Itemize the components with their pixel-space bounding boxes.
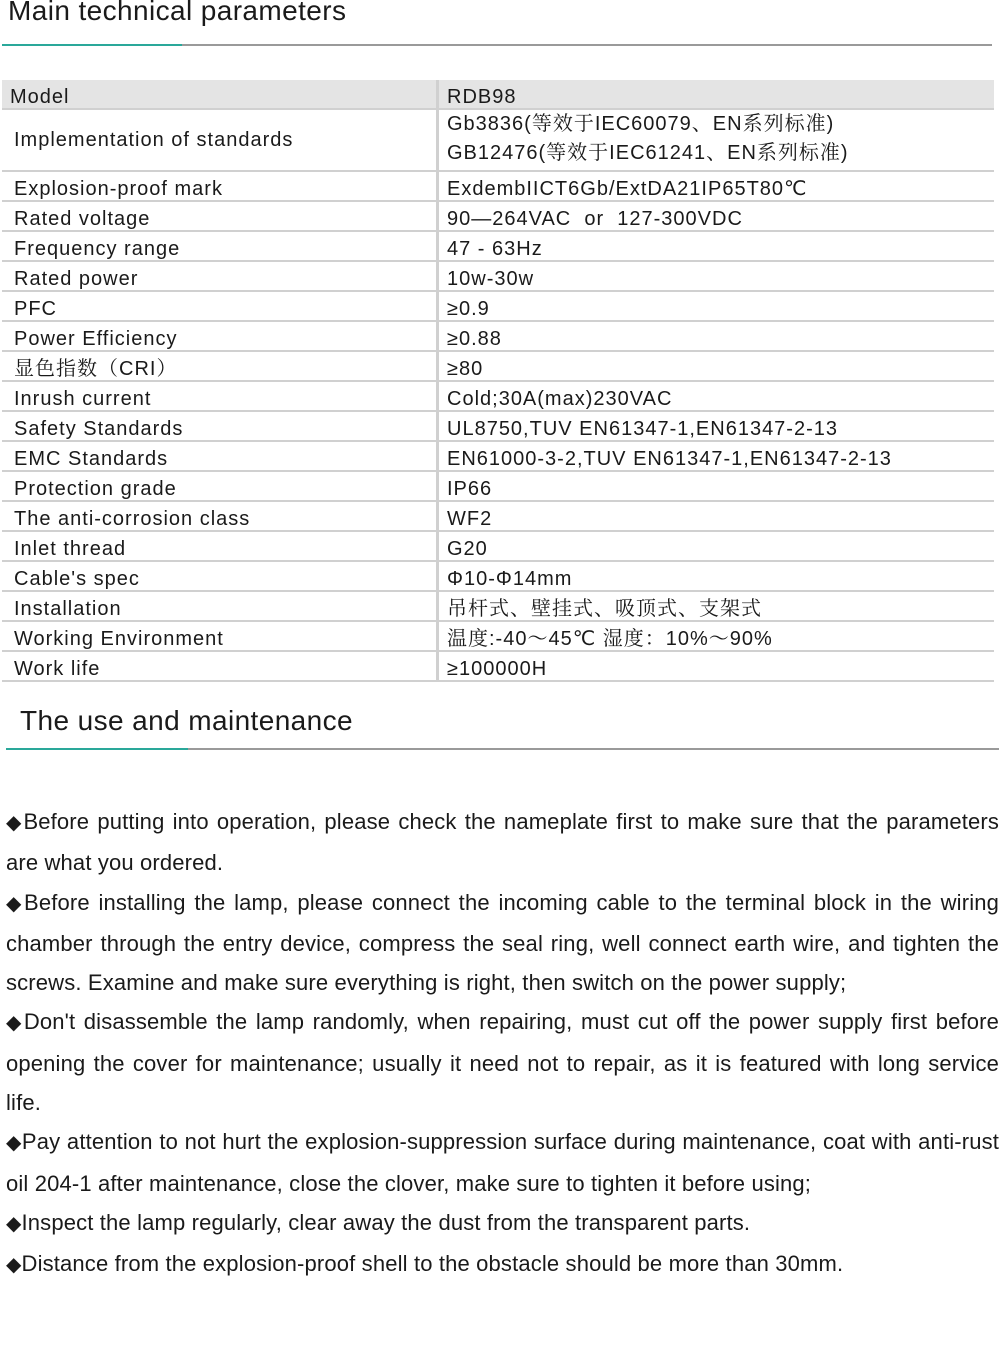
maintenance-rule bbox=[188, 748, 999, 750]
note-text: Don't disassemble the lamp randomly, when repairing, must cut off the power supply first before opening the cover for maintenance; usually it need not to repair, as it is featured with long service life. bbox=[6, 1009, 1000, 1116]
table-row bbox=[2, 621, 994, 651]
note-text: Distance from the explosion-proof shell to the obstacle should be more than 30mm. bbox=[21, 1251, 844, 1277]
param-value: RDB98 bbox=[438, 80, 995, 109]
table-row bbox=[2, 561, 994, 591]
parameters-table bbox=[2, 80, 994, 682]
note-item bbox=[6, 883, 999, 1003]
diamond-bullet-icon: ◆ bbox=[6, 1012, 24, 1035]
note-text: Inspect the lamp regularly, clear away the dust from the transparent parts. bbox=[21, 1209, 751, 1235]
note-text: Pay attention to not hurt the explosion-suppression surface during maintenance, coat with anti-rust oil 204-1 after maintenance, close the clover, make sure to tighten it before using; bbox=[6, 1129, 999, 1196]
param-name: Cable's spec bbox=[2, 561, 438, 591]
param-name: Rated power bbox=[2, 261, 438, 291]
param-value: Cold;30A(max)230VAC bbox=[438, 381, 995, 411]
table-row bbox=[2, 411, 994, 441]
param-name: Installation bbox=[2, 591, 438, 621]
table-row bbox=[2, 201, 994, 231]
param-value bbox=[438, 109, 995, 171]
section-title-maintenance: The use and maintenance bbox=[20, 705, 353, 736]
table-row bbox=[2, 171, 994, 201]
table-row bbox=[2, 381, 994, 411]
param-value: 10w-30w bbox=[438, 261, 995, 291]
param-name: Safety Standards bbox=[2, 411, 438, 441]
table-row bbox=[2, 591, 994, 621]
param-name: 显色指数（CRI） bbox=[2, 351, 438, 381]
param-value: 温度:-40～45℃ 湿度：10%～90% bbox=[438, 621, 995, 651]
param-name: Protection grade bbox=[2, 471, 438, 501]
diamond-bullet-icon: ◆ bbox=[6, 1212, 22, 1235]
param-value: 吊杆式、壁挂式、吸顶式、支架式 bbox=[438, 591, 995, 621]
table-row bbox=[2, 80, 994, 109]
table-row bbox=[2, 291, 994, 321]
param-value: Φ10-Φ14mm bbox=[438, 561, 995, 591]
param-name: EMC Standards bbox=[2, 441, 438, 471]
param-name: Inlet thread bbox=[2, 531, 438, 561]
diamond-bullet-icon: ◆ bbox=[6, 812, 24, 834]
param-name: PFC bbox=[2, 291, 438, 321]
table-row bbox=[2, 321, 994, 351]
param-value: ≥0.9 bbox=[438, 291, 995, 321]
param-name: Inrush current bbox=[2, 381, 438, 411]
param-value: WF2 bbox=[438, 501, 995, 531]
table-row bbox=[2, 261, 994, 291]
note-text: Before putting into operation, please check the nameplate first to make sure that the parameters are what you ordered. bbox=[6, 809, 999, 876]
param-value: ≥100000H bbox=[438, 651, 995, 681]
param-name: Implementation of standards bbox=[2, 109, 438, 171]
param-value: 47 - 63Hz bbox=[438, 231, 995, 261]
param-value: ≥0.88 bbox=[438, 321, 995, 351]
param-value: 90—264VAC or 127-300VDC bbox=[438, 201, 995, 231]
note-text: Before installing the lamp, please connect the incoming cable to the terminal block in the wiring chamber through the entry device, compress the seal ring, well connect earth wire, and tighten the screws. Examine and make sure everything is right, then switch on the power supply; bbox=[6, 889, 1000, 996]
note-item bbox=[6, 1203, 999, 1244]
note-item bbox=[6, 1244, 999, 1285]
note-item bbox=[6, 1122, 999, 1203]
param-name: Work life bbox=[2, 651, 438, 681]
param-name: Rated voltage bbox=[2, 201, 438, 231]
param-value: ExdembIICT6Gb/ExtDA21IP65T80℃ bbox=[438, 171, 995, 201]
diamond-bullet-icon: ◆ bbox=[6, 1132, 22, 1155]
maintenance-notes bbox=[6, 802, 999, 1286]
table-row bbox=[2, 501, 994, 531]
diamond-bullet-icon: ◆ bbox=[6, 892, 25, 915]
param-value-line: Gb3836(等效于IEC60079、EN系列标准) bbox=[447, 113, 835, 135]
param-name: Explosion-proof mark bbox=[2, 171, 438, 201]
param-value: IP66 bbox=[438, 471, 995, 501]
param-value: UL8750,TUV EN61347-1,EN61347-2-13 bbox=[438, 411, 995, 441]
note-item bbox=[6, 802, 999, 883]
title-accent-rule bbox=[2, 44, 182, 46]
table-row bbox=[2, 531, 994, 561]
table-row bbox=[2, 441, 994, 471]
maintenance-accent-rule bbox=[6, 748, 188, 750]
table-row bbox=[2, 231, 994, 261]
table-row bbox=[2, 351, 994, 381]
param-name: Model bbox=[2, 80, 438, 109]
param-name: Frequency range bbox=[2, 231, 438, 261]
title-rule bbox=[182, 44, 992, 46]
diamond-bullet-icon: ◆ bbox=[6, 1254, 22, 1277]
param-name: Working Environment bbox=[2, 621, 438, 651]
param-value: EN61000-3-2,TUV EN61347-1,EN61347-2-13 bbox=[438, 441, 995, 471]
table-row bbox=[2, 109, 994, 171]
param-value: ≥80 bbox=[438, 351, 995, 381]
param-name: Power Efficiency bbox=[2, 321, 438, 351]
note-item bbox=[6, 1002, 999, 1122]
param-value-line: GB12476(等效于IEC61241、EN系列标准) bbox=[447, 142, 849, 164]
table-row bbox=[2, 651, 994, 681]
param-value: G20 bbox=[438, 531, 995, 561]
table-row bbox=[2, 471, 994, 501]
param-name: The anti-corrosion class bbox=[2, 501, 438, 531]
section-title-parameters: Main technical parameters bbox=[8, 0, 347, 26]
